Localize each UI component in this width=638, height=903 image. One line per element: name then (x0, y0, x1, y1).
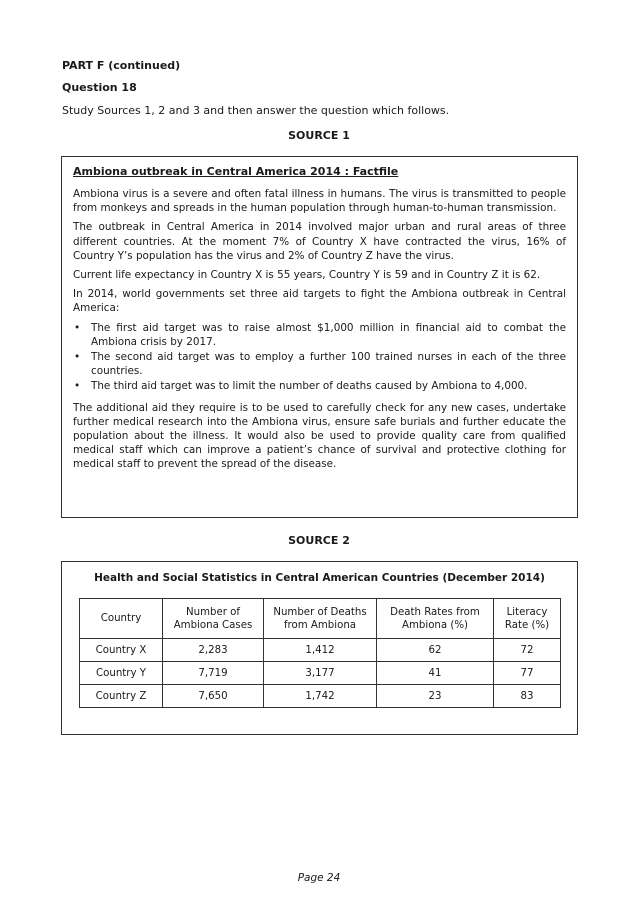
source2-label: SOURCE 2 (288, 534, 350, 547)
factfile-paragraph: In 2014, world governments set three aid targets to fight the Ambiona outbreak in Central America: (73, 288, 566, 315)
bullet-icon: • (74, 380, 81, 393)
table-cell: 41 (377, 662, 494, 685)
factfile-paragraph: The outbreak in Central America in 2014 involved major urban and rural areas of three different countries. At the moment 7% of Country X have contracted the virus, 16% of Country Y’s population has the virus and 2% of Country Z have the virus. (73, 221, 566, 262)
table-cell: 7,650 (163, 685, 264, 708)
table-header-row (80, 599, 561, 639)
column-header: Number of Deaths from Ambiona (264, 599, 377, 639)
aid-target-list (73, 321, 566, 394)
column-header: Country (80, 599, 163, 639)
source1-label: SOURCE 1 (288, 129, 350, 142)
table-cell: Country Y (80, 662, 163, 685)
table-row (80, 639, 561, 662)
column-header: Number of Ambiona Cases (163, 599, 264, 639)
aid-target-text: The second aid target was to employ a further 100 trained nurses in each of the three countries. (91, 351, 566, 378)
aid-target-text: The first aid target was to raise almost $1,000 million in financial aid to combat the Ambiona crisis by 2017. (91, 321, 566, 348)
statistics-title: Health and Social Statistics in Central American Countries (December 2014) (94, 572, 545, 584)
column-header: Literacy Rate (%) (494, 599, 561, 639)
source2-statistics-box (61, 561, 578, 735)
aid-target-item (73, 350, 566, 378)
table-cell: 72 (494, 639, 561, 662)
aid-target-item (73, 321, 566, 349)
table-cell: 1,412 (264, 639, 377, 662)
factfile-paragraph: Ambiona virus is a severe and often fatal illness in humans. The virus is transmitted to people from monkeys and spreads in the human population through human-to-human transmission. (73, 188, 566, 215)
factfile-title: Ambiona outbreak in Central America 2014 : Factfile (73, 165, 399, 178)
table-cell: 23 (377, 685, 494, 708)
table-cell: 83 (494, 685, 561, 708)
page-number: Page 24 (297, 872, 341, 884)
aid-target-text: The third aid target was to limit the number of deaths caused by Ambiona to 4,000. (91, 380, 528, 393)
bullet-icon: • (74, 321, 81, 334)
table-cell: Country X (80, 639, 163, 662)
table-row (80, 685, 561, 708)
table-row (80, 662, 561, 685)
table-cell: 3,177 (264, 662, 377, 685)
table-cell: 77 (494, 662, 561, 685)
source1-factfile-box (61, 156, 578, 518)
part-heading: PART F (continued) (62, 59, 181, 72)
bullet-icon: • (74, 351, 81, 364)
statistics-table (79, 598, 561, 708)
question-instruction: Study Sources 1, 2 and 3 and then answer the question which follows. (62, 104, 450, 117)
question-number: Question 18 (62, 81, 137, 94)
column-header: Death Rates from Ambiona (%) (377, 599, 494, 639)
table-cell: 62 (377, 639, 494, 662)
factfile-paragraph: Current life expectancy in Country X is 55 years, Country Y is 59 and in Country Z it is 62. (73, 269, 541, 282)
table-cell: 1,742 (264, 685, 377, 708)
table-cell: Country Z (80, 685, 163, 708)
table-cell: 2,283 (163, 639, 264, 662)
aid-target-item (73, 379, 566, 393)
table-cell: 7,719 (163, 662, 264, 685)
factfile-closing-paragraph: The additional aid they require is to be used to carefully check for any new cases, undertake further medical research into the Ambiona virus, ensure safe burials and further educate the population about the illness. It would also be used to provide quality care from qualified medical staff which can improve a patient’s chance of survival and protective clothing for medical staff to prevent the spread of the disease. (73, 401, 566, 471)
